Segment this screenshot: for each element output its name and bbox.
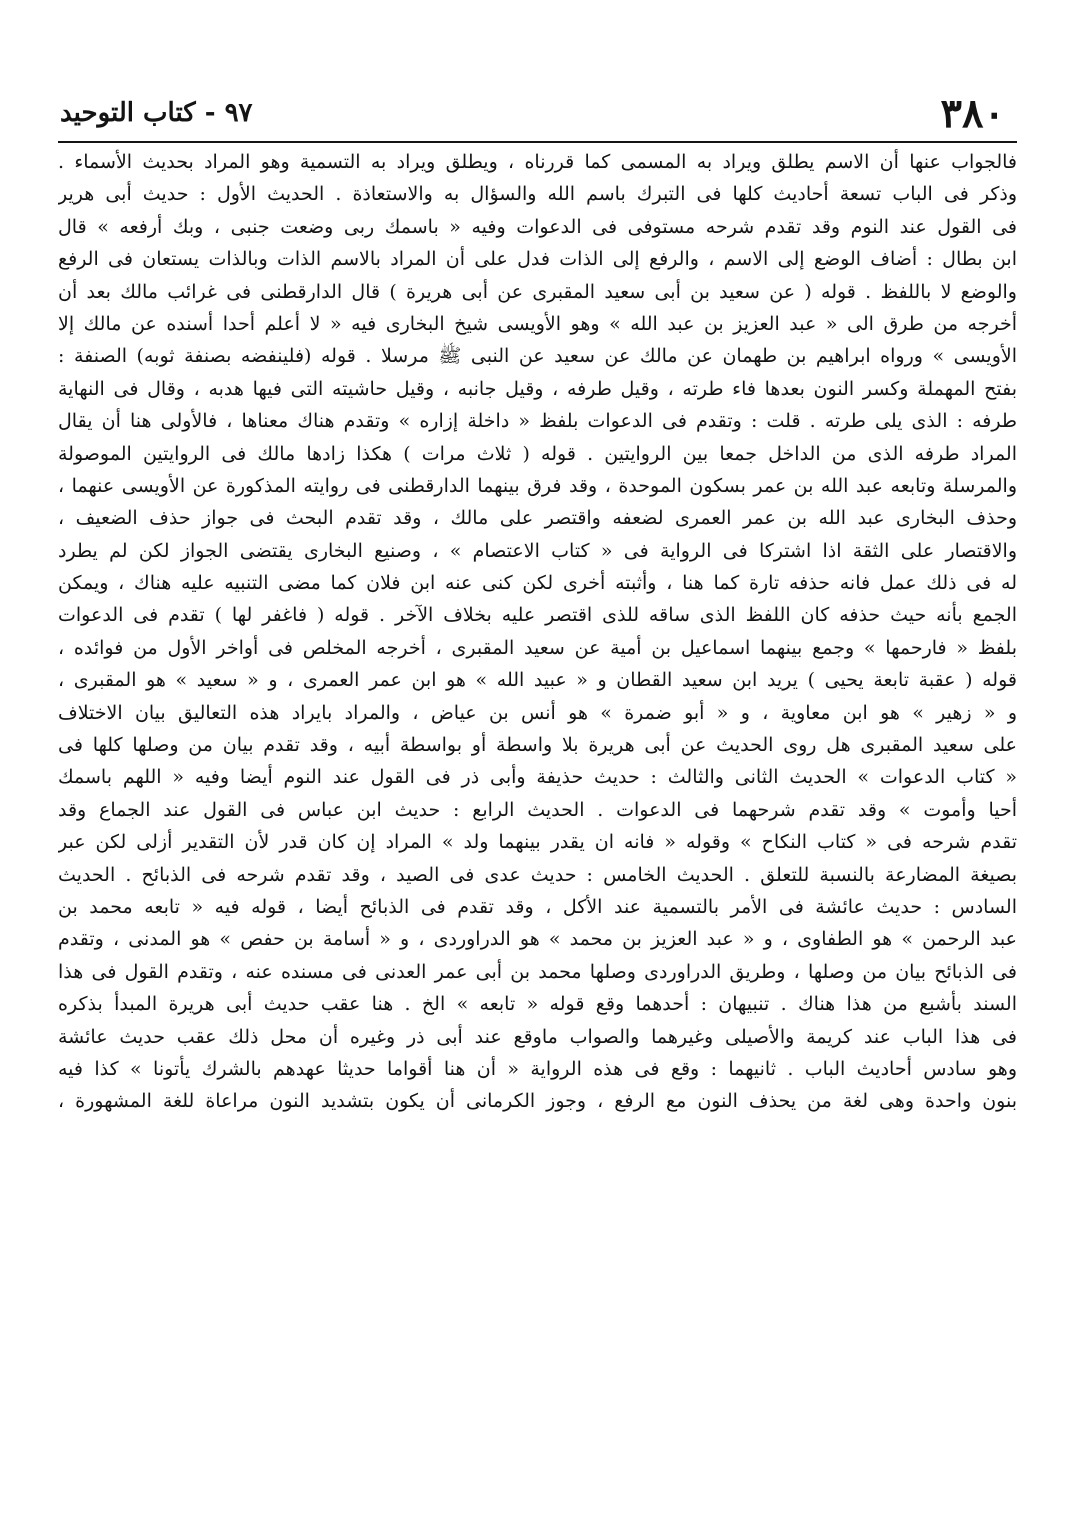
text-line: والاقتصار على الثقة اذا اشتركا فى الرواية فى « كتاب الاعتصام » ، وصنيع البخارى يقتضى الجواز لكن لم يطرد <box>58 539 1017 562</box>
text-line: بنون واحدة وهى لغة من يحذف النون مع الرفع ، وجوز الكرمانى أن يكون بتشديد النون مراعاة للغة المشهورة ، <box>58 1090 1017 1113</box>
text-line: له فى ذلك عمل فانه حذفه تارة كما هنا ، وأثبته أخرى لكن كنى عنه ابن فلان كما مضى التنبيه عليه هناك ، ويمكن <box>58 572 1017 595</box>
text-line: والوضع لا باللفظ . قوله ( عن سعيد بن أبى سعيد المقبرى عن أبى هريرة ) قال الدارقطنى فى غرائب مالك بعد أن <box>58 280 1017 303</box>
text-line: ابن بطال : أضاف الوضع إلى الاسم ، والرفع إلى الذات فدل على أن المراد بالاسم الذات وبالذات يستعان فى الرفع <box>58 248 1017 271</box>
text-line: تقدم شرحه فى « كتاب النكاح » وقوله « فانه ان يقدر بينهما ولد » المراد إن كان قدر لأن التقدير أزلى لكن عبر <box>58 831 1017 854</box>
text-line: بصيغة المضارعة بالنسبة للتعلق . الحديث الخامس : حديث عدى فى الصيد ، وقد تقدم شرحه فى الذبائح . الحديث <box>58 863 1017 886</box>
text-line: وهو سادس أحاديث الباب . ثانيهما : وقع فى هذه الرواية « أن هنا أقواما حديثا عهدهم بالشرك يأتونا » كذا فيه <box>58 1057 1017 1080</box>
text-line: بلفظ « فارحمها » وجمع بينهما اسماعيل بن أمية عن سعيد المقبرى ، أخرجه المخلص فى أواخر الأول من فوائده ، <box>58 636 1017 659</box>
text-line: السادس : حديث عائشة فى الأمر بالتسمية عند الأكل ، وقد تقدم فى الذبائح أيضا ، قوله فيه « تابعه محمد بن <box>58 895 1017 918</box>
chapter-title: ٩٧ - كتاب التوحيد <box>60 98 253 128</box>
text-line: فالجواب عنها أن الاسم يطلق ويراد به المسمى كما قررناه ، ويطلق ويراد به التسمية وهو المراد بحديث الأسماء . <box>58 151 1017 173</box>
text-line: عبد الرحمن » هو الطفاوى ، و « عبد العزيز بن محمد » هو الدراوردى ، و « أسامة بن حفص » هو المدنى ، وتقدم <box>58 928 1017 951</box>
text-line: وحذف البخارى عبد الله بن عمر العمرى لضعفه واقتصر على مالك ، وقد تقدم البحث فى جواز حذف الضعيف ، <box>58 507 1017 530</box>
page-number: ٣٨٠ <box>940 90 1005 137</box>
page-header <box>60 90 1017 140</box>
text-line: أحيا وأموت » وقد تقدم شرحهما فى الدعوات . الحديث الرابع : حديث ابن عباس فى القول عند الجماع وقد <box>58 798 1017 821</box>
text-line: فى الذبائح بيان من وصلها ، وطريق الدراوردى وصلها محمد بن أبى عمر العدنى فى مسنده عنه ، وتقدم القول فى هذا <box>58 960 1017 983</box>
header-rule <box>58 141 1017 143</box>
text-line: فى هذا الباب عند كريمة والأصيلى وغيرهما والصواب ماوقع عند أبى ذر وغيره أن محل ذلك عقب حديث عائشة <box>58 1025 1017 1048</box>
text-line: أخرجه من طرق الى « عبد العزيز بن عبد الله » وهو الأويسى شيخ البخارى فيه « لا أعلم أحدا أسنده عن مالك إلا <box>58 312 1017 335</box>
text-line: الأويسى » ورواه ابراهيم بن طهمان عن مالك عن سعيد عن النبى ﷺ مرسلا . قوله (فلينفضه بصنفة ثوبه) الصنفة : <box>58 345 1017 368</box>
text-line: والمرسلة وتابعه عبد الله بن عمر بسكون الموحدة ، وقد فرق بينهما الدارقطنى فى روايته المذكورة عن الأويسى عنهما ، <box>58 474 1017 497</box>
text-line: السند بأشبع من هذا هناك . تنبيهان : أحدهما وقع قوله « تابعه » الخ . هنا عقب حديث أبى هريرة المبدأ بذكره <box>58 993 1017 1016</box>
body-text <box>58 146 1017 1118</box>
text-line: طرفه : الذى يلى طرته . قلت : وتقدم فى الدعوات بلفظ « داخلة إزاره » وتقدم هناك معناها ، فالأولى هنا أن يقال <box>58 410 1017 433</box>
text-line: قوله ( عقبة تابعة يحيى ) يريد ابن سعيد القطان و « عبيد الله » هو ابن عمر العمرى ، و « سعيد » هو المقبرى ، <box>58 669 1017 692</box>
text-line: و « زهير » هو ابن معاوية ، و « أبو ضمرة » هو أنس بن عياض ، والمراد بايراد هذه التعاليق بيان الاختلاف <box>58 701 1017 724</box>
text-line: فى القول عند النوم وقد تقدم شرحه مستوفى فى الدعوات وفيه « باسمك ربى وضعت جنبى ، وبك أرفعه » قال <box>58 215 1017 238</box>
text-line: وذكر فى الباب تسعة أحاديث كلها فى التبرك باسم الله والسؤال به والاستعاذة . الحديث الأول : حديث أبى هرير <box>58 183 1017 206</box>
text-line: على سعيد المقبرى هل روى الحديث عن أبى هريرة بلا واسطة أو بواسطة أبيه ، وقد تقدم بيان من وصلها كلها فى <box>58 734 1017 757</box>
text-line: بفتح المهملة وكسر النون بعدها فاء طرته ، وقيل طرفه ، وقيل جانبه ، وقيل حاشيته التى فيها هدبه ، وقال فى النهاية <box>58 377 1017 400</box>
text-line: المراد طرفه الذى من الداخل جمعا بين الروايتين . قوله ( ثلاث مرات ) هكذا زادها مالك فى الروايتين الموصولة <box>58 442 1017 465</box>
text-line: « كتاب الدعوات » الحديث الثانى والثالث : حديث حذيفة وأبى ذر فى القول عند النوم أيضا وفيه « اللهم باسمك <box>58 766 1017 789</box>
text-line: الجمع بأنه حيث حذفه كان اللفظ الذى ساقه للذى اقتصر عليه بخلاف الآخر . قوله ( فاغفر لها ) تقدم فى الدعوات <box>58 604 1017 627</box>
